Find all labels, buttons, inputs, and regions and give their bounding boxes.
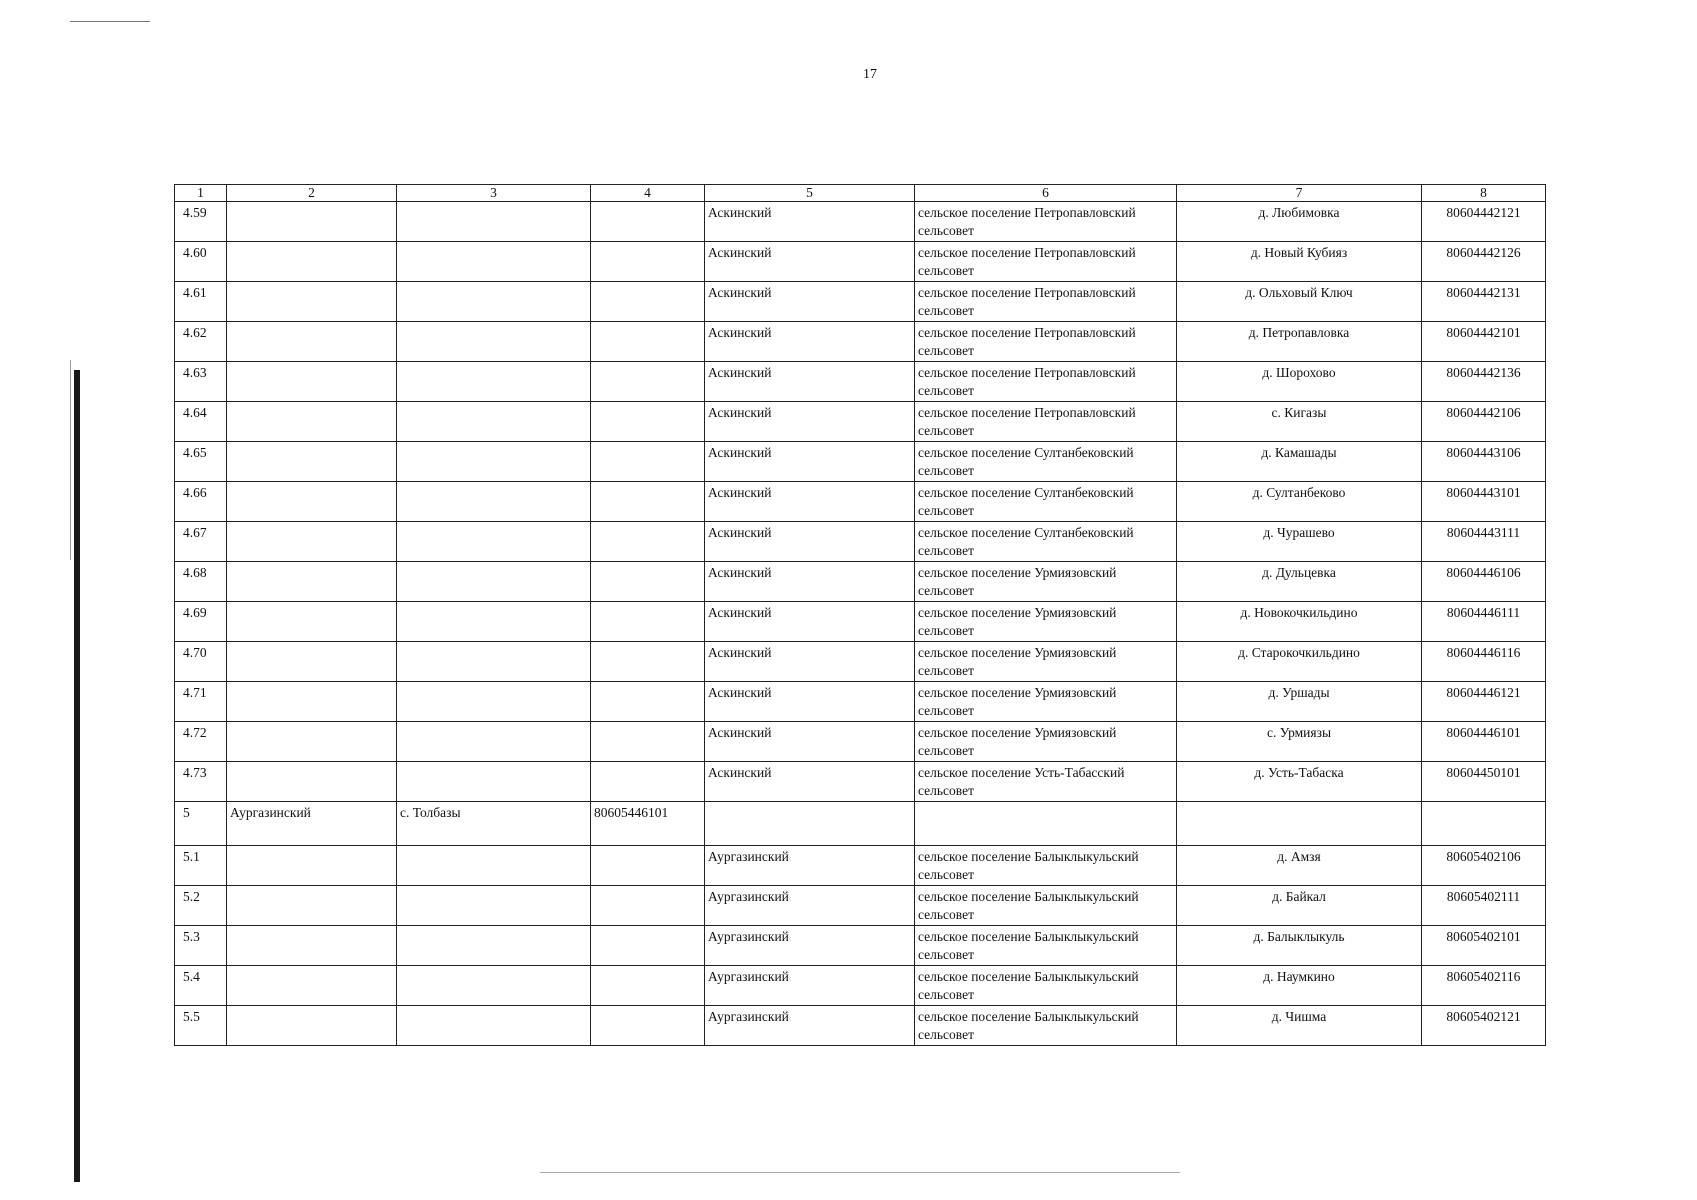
row-number-cell: 4.70 <box>175 642 227 682</box>
oktmo-code-cell: 80605402116 <box>1422 966 1546 1006</box>
municipality-cell: сельское поселение Урмиязовский сельсовет <box>915 682 1177 722</box>
municipality-cell: сельское поселение Балыклыкульский сельсовет <box>915 926 1177 966</box>
oktmo-code-cell: 80604442136 <box>1422 362 1546 402</box>
municipality-cell: сельское поселение Урмиязовский сельсовет <box>915 642 1177 682</box>
center-code-cell <box>591 1006 705 1046</box>
district-cell <box>227 322 397 362</box>
table-row <box>175 562 1546 602</box>
settlement-center-cell <box>397 682 591 722</box>
district-cell <box>227 202 397 242</box>
row-number-cell: 4.63 <box>175 362 227 402</box>
locality-cell: д. Петропавловка <box>1177 322 1422 362</box>
settlement-center-cell <box>397 362 591 402</box>
table-row <box>175 802 1546 846</box>
table-row <box>175 242 1546 282</box>
table-row <box>175 202 1546 242</box>
row-number-cell: 4.61 <box>175 282 227 322</box>
row-number-cell: 4.67 <box>175 522 227 562</box>
district-name-cell: Аскинский <box>705 482 915 522</box>
settlement-center-cell <box>397 482 591 522</box>
locality-cell: с. Урмиязы <box>1177 722 1422 762</box>
district-cell <box>227 682 397 722</box>
header-cell: 4 <box>591 185 705 202</box>
municipality-cell: сельское поселение Урмиязовский сельсовет <box>915 562 1177 602</box>
district-name-cell: Аскинский <box>705 762 915 802</box>
header-cell: 7 <box>1177 185 1422 202</box>
table-row <box>175 642 1546 682</box>
table-header-row <box>175 185 1546 202</box>
oktmo-code-cell: 80604446116 <box>1422 642 1546 682</box>
table-row <box>175 482 1546 522</box>
table-row <box>175 442 1546 482</box>
locality-cell: д. Амзя <box>1177 846 1422 886</box>
settlement-center-cell <box>397 322 591 362</box>
district-name-cell: Аскинский <box>705 202 915 242</box>
row-number-cell: 5.3 <box>175 926 227 966</box>
center-code-cell <box>591 242 705 282</box>
row-number-cell: 5.2 <box>175 886 227 926</box>
district-cell <box>227 722 397 762</box>
table-row <box>175 602 1546 642</box>
row-number-cell: 4.73 <box>175 762 227 802</box>
center-code-cell <box>591 926 705 966</box>
settlement-center-cell <box>397 886 591 926</box>
district-name-cell: Аскинский <box>705 642 915 682</box>
header-cell: 6 <box>915 185 1177 202</box>
row-number-cell: 4.66 <box>175 482 227 522</box>
locality-cell: д. Старокочкильдино <box>1177 642 1422 682</box>
locality-cell: д. Байкал <box>1177 886 1422 926</box>
district-cell <box>227 562 397 602</box>
settlement-center-cell <box>397 282 591 322</box>
oktmo-code-cell: 80605402111 <box>1422 886 1546 926</box>
center-code-cell <box>591 762 705 802</box>
district-cell <box>227 522 397 562</box>
oktmo-code-cell: 80604442101 <box>1422 322 1546 362</box>
oktmo-code-cell: 80605402106 <box>1422 846 1546 886</box>
district-cell <box>227 966 397 1006</box>
municipality-cell: сельское поселение Балыклыкульский сельсовет <box>915 1006 1177 1046</box>
district-name-cell: Аскинский <box>705 682 915 722</box>
settlement-center-cell: с. Толбазы <box>397 802 591 846</box>
locality-cell: д. Усть-Табаска <box>1177 762 1422 802</box>
municipality-cell: сельское поселение Султанбековский сельсовет <box>915 442 1177 482</box>
center-code-cell <box>591 202 705 242</box>
center-code-cell: 80605446101 <box>591 802 705 846</box>
scan-artifact-line-bottom <box>540 1172 1180 1173</box>
oktmo-code-cell: 80604442106 <box>1422 402 1546 442</box>
locality-cell: д. Ольховый Ключ <box>1177 282 1422 322</box>
district-cell <box>227 1006 397 1046</box>
oktmo-code-cell: 80604443106 <box>1422 442 1546 482</box>
header-cell: 1 <box>175 185 227 202</box>
table-row <box>175 926 1546 966</box>
row-number-cell: 4.68 <box>175 562 227 602</box>
district-cell <box>227 642 397 682</box>
district-cell <box>227 762 397 802</box>
table-body <box>175 185 1546 1046</box>
district-name-cell: Аскинский <box>705 322 915 362</box>
district-cell <box>227 602 397 642</box>
settlement-center-cell <box>397 1006 591 1046</box>
row-number-cell: 5.4 <box>175 966 227 1006</box>
oktmo-code-cell: 80604442131 <box>1422 282 1546 322</box>
table-row <box>175 1006 1546 1046</box>
municipality-cell: сельское поселение Султанбековский сельсовет <box>915 522 1177 562</box>
locality-cell: д. Балыклыкуль <box>1177 926 1422 966</box>
center-code-cell <box>591 562 705 602</box>
table-row <box>175 722 1546 762</box>
center-code-cell <box>591 522 705 562</box>
oktmo-code-cell <box>1422 802 1546 846</box>
oktmo-code-cell: 80604443111 <box>1422 522 1546 562</box>
settlement-center-cell <box>397 562 591 602</box>
center-code-cell <box>591 642 705 682</box>
district-name-cell: Аскинский <box>705 362 915 402</box>
locality-cell: с. Кигазы <box>1177 402 1422 442</box>
district-name-cell: Аургазинский <box>705 926 915 966</box>
header-cell: 2 <box>227 185 397 202</box>
table-row <box>175 966 1546 1006</box>
locality-cell: д. Новокочкильдино <box>1177 602 1422 642</box>
table-row <box>175 762 1546 802</box>
district-cell <box>227 482 397 522</box>
district-name-cell: Аургазинский <box>705 846 915 886</box>
municipality-cell: сельское поселение Петропавловский сельсовет <box>915 202 1177 242</box>
district-name-cell: Аскинский <box>705 562 915 602</box>
oktmo-code-cell: 80604442126 <box>1422 242 1546 282</box>
row-number-cell: 4.59 <box>175 202 227 242</box>
district-cell <box>227 282 397 322</box>
settlement-center-cell <box>397 202 591 242</box>
row-number-cell: 5 <box>175 802 227 846</box>
municipality-cell <box>915 802 1177 846</box>
locality-cell: д. Султанбеково <box>1177 482 1422 522</box>
municipality-cell: сельское поселение Петропавловский сельсовет <box>915 362 1177 402</box>
oktmo-code-cell: 80605402101 <box>1422 926 1546 966</box>
district-cell <box>227 402 397 442</box>
district-name-cell: Аскинский <box>705 242 915 282</box>
table-row <box>175 402 1546 442</box>
district-name-cell: Аскинский <box>705 402 915 442</box>
district-cell <box>227 886 397 926</box>
settlement-center-cell <box>397 442 591 482</box>
settlement-center-cell <box>397 966 591 1006</box>
district-cell <box>227 242 397 282</box>
district-name-cell: Аскинский <box>705 602 915 642</box>
district-name-cell: Аскинский <box>705 282 915 322</box>
settlement-center-cell <box>397 242 591 282</box>
district-cell <box>227 926 397 966</box>
table-row <box>175 682 1546 722</box>
locality-cell: д. Чишма <box>1177 1006 1422 1046</box>
center-code-cell <box>591 322 705 362</box>
center-code-cell <box>591 682 705 722</box>
locality-cell: д. Чурашево <box>1177 522 1422 562</box>
scan-artifact-edge <box>70 360 71 560</box>
header-cell: 8 <box>1422 185 1546 202</box>
table-row <box>175 322 1546 362</box>
center-code-cell <box>591 966 705 1006</box>
locality-cell: д. Наумкино <box>1177 966 1422 1006</box>
district-name-cell: Аургазинский <box>705 886 915 926</box>
municipality-cell: сельское поселение Петропавловский сельсовет <box>915 402 1177 442</box>
locality-cell: д. Уршады <box>1177 682 1422 722</box>
scan-artifact-bar <box>74 370 80 1182</box>
center-code-cell <box>591 442 705 482</box>
settlements-table <box>174 184 1546 1046</box>
district-name-cell: Аургазинский <box>705 1006 915 1046</box>
municipality-cell: сельское поселение Султанбековский сельсовет <box>915 482 1177 522</box>
page-number: 17 <box>863 67 877 82</box>
center-code-cell <box>591 886 705 926</box>
oktmo-code-cell: 80604446101 <box>1422 722 1546 762</box>
municipality-cell: сельское поселение Балыклыкульский сельсовет <box>915 886 1177 926</box>
municipality-cell: сельское поселение Петропавловский сельсовет <box>915 322 1177 362</box>
oktmo-code-cell: 80604443101 <box>1422 482 1546 522</box>
district-cell <box>227 362 397 402</box>
settlement-center-cell <box>397 926 591 966</box>
settlement-center-cell <box>397 642 591 682</box>
locality-cell: д. Дульцевка <box>1177 562 1422 602</box>
oktmo-code-cell: 80604446111 <box>1422 602 1546 642</box>
row-number-cell: 4.64 <box>175 402 227 442</box>
locality-cell: д. Камашады <box>1177 442 1422 482</box>
center-code-cell <box>591 482 705 522</box>
oktmo-code-cell: 80604442121 <box>1422 202 1546 242</box>
header-cell: 3 <box>397 185 591 202</box>
district-name-cell: Аскинский <box>705 522 915 562</box>
municipality-cell: сельское поселение Урмиязовский сельсовет <box>915 722 1177 762</box>
municipality-cell: сельское поселение Урмиязовский сельсовет <box>915 602 1177 642</box>
scan-artifact-line <box>70 21 150 22</box>
center-code-cell <box>591 846 705 886</box>
row-number-cell: 4.71 <box>175 682 227 722</box>
district-cell <box>227 846 397 886</box>
table-row <box>175 282 1546 322</box>
table-row <box>175 362 1546 402</box>
district-cell: Аургазинский <box>227 802 397 846</box>
row-number-cell: 4.72 <box>175 722 227 762</box>
oktmo-code-cell: 80604446106 <box>1422 562 1546 602</box>
settlement-center-cell <box>397 402 591 442</box>
district-name-cell <box>705 802 915 846</box>
table-row <box>175 522 1546 562</box>
row-number-cell: 4.62 <box>175 322 227 362</box>
center-code-cell <box>591 362 705 402</box>
settlement-center-cell <box>397 722 591 762</box>
row-number-cell: 4.60 <box>175 242 227 282</box>
municipality-cell: сельское поселение Балыклыкульский сельсовет <box>915 966 1177 1006</box>
center-code-cell <box>591 602 705 642</box>
municipality-cell: сельское поселение Балыклыкульский сельсовет <box>915 846 1177 886</box>
oktmo-code-cell: 80604450101 <box>1422 762 1546 802</box>
settlement-center-cell <box>397 762 591 802</box>
settlement-center-cell <box>397 846 591 886</box>
municipality-cell: сельское поселение Петропавловский сельсовет <box>915 282 1177 322</box>
header-cell: 5 <box>705 185 915 202</box>
row-number-cell: 5.1 <box>175 846 227 886</box>
row-number-cell: 4.69 <box>175 602 227 642</box>
district-name-cell: Аургазинский <box>705 966 915 1006</box>
row-number-cell: 4.65 <box>175 442 227 482</box>
municipality-cell: сельское поселение Петропавловский сельсовет <box>915 242 1177 282</box>
district-name-cell: Аскинский <box>705 722 915 762</box>
center-code-cell <box>591 402 705 442</box>
locality-cell: д. Шорохово <box>1177 362 1422 402</box>
center-code-cell <box>591 722 705 762</box>
locality-cell: д. Любимовка <box>1177 202 1422 242</box>
district-name-cell: Аскинский <box>705 442 915 482</box>
district-cell <box>227 442 397 482</box>
oktmo-code-cell: 80605402121 <box>1422 1006 1546 1046</box>
row-number-cell: 5.5 <box>175 1006 227 1046</box>
settlement-center-cell <box>397 602 591 642</box>
locality-cell: д. Новый Кубияз <box>1177 242 1422 282</box>
center-code-cell <box>591 282 705 322</box>
oktmo-code-cell: 80604446121 <box>1422 682 1546 722</box>
locality-cell <box>1177 802 1422 846</box>
municipality-cell: сельское поселение Усть-Табасский сельсовет <box>915 762 1177 802</box>
table-row <box>175 886 1546 926</box>
settlement-center-cell <box>397 522 591 562</box>
table-row <box>175 846 1546 886</box>
